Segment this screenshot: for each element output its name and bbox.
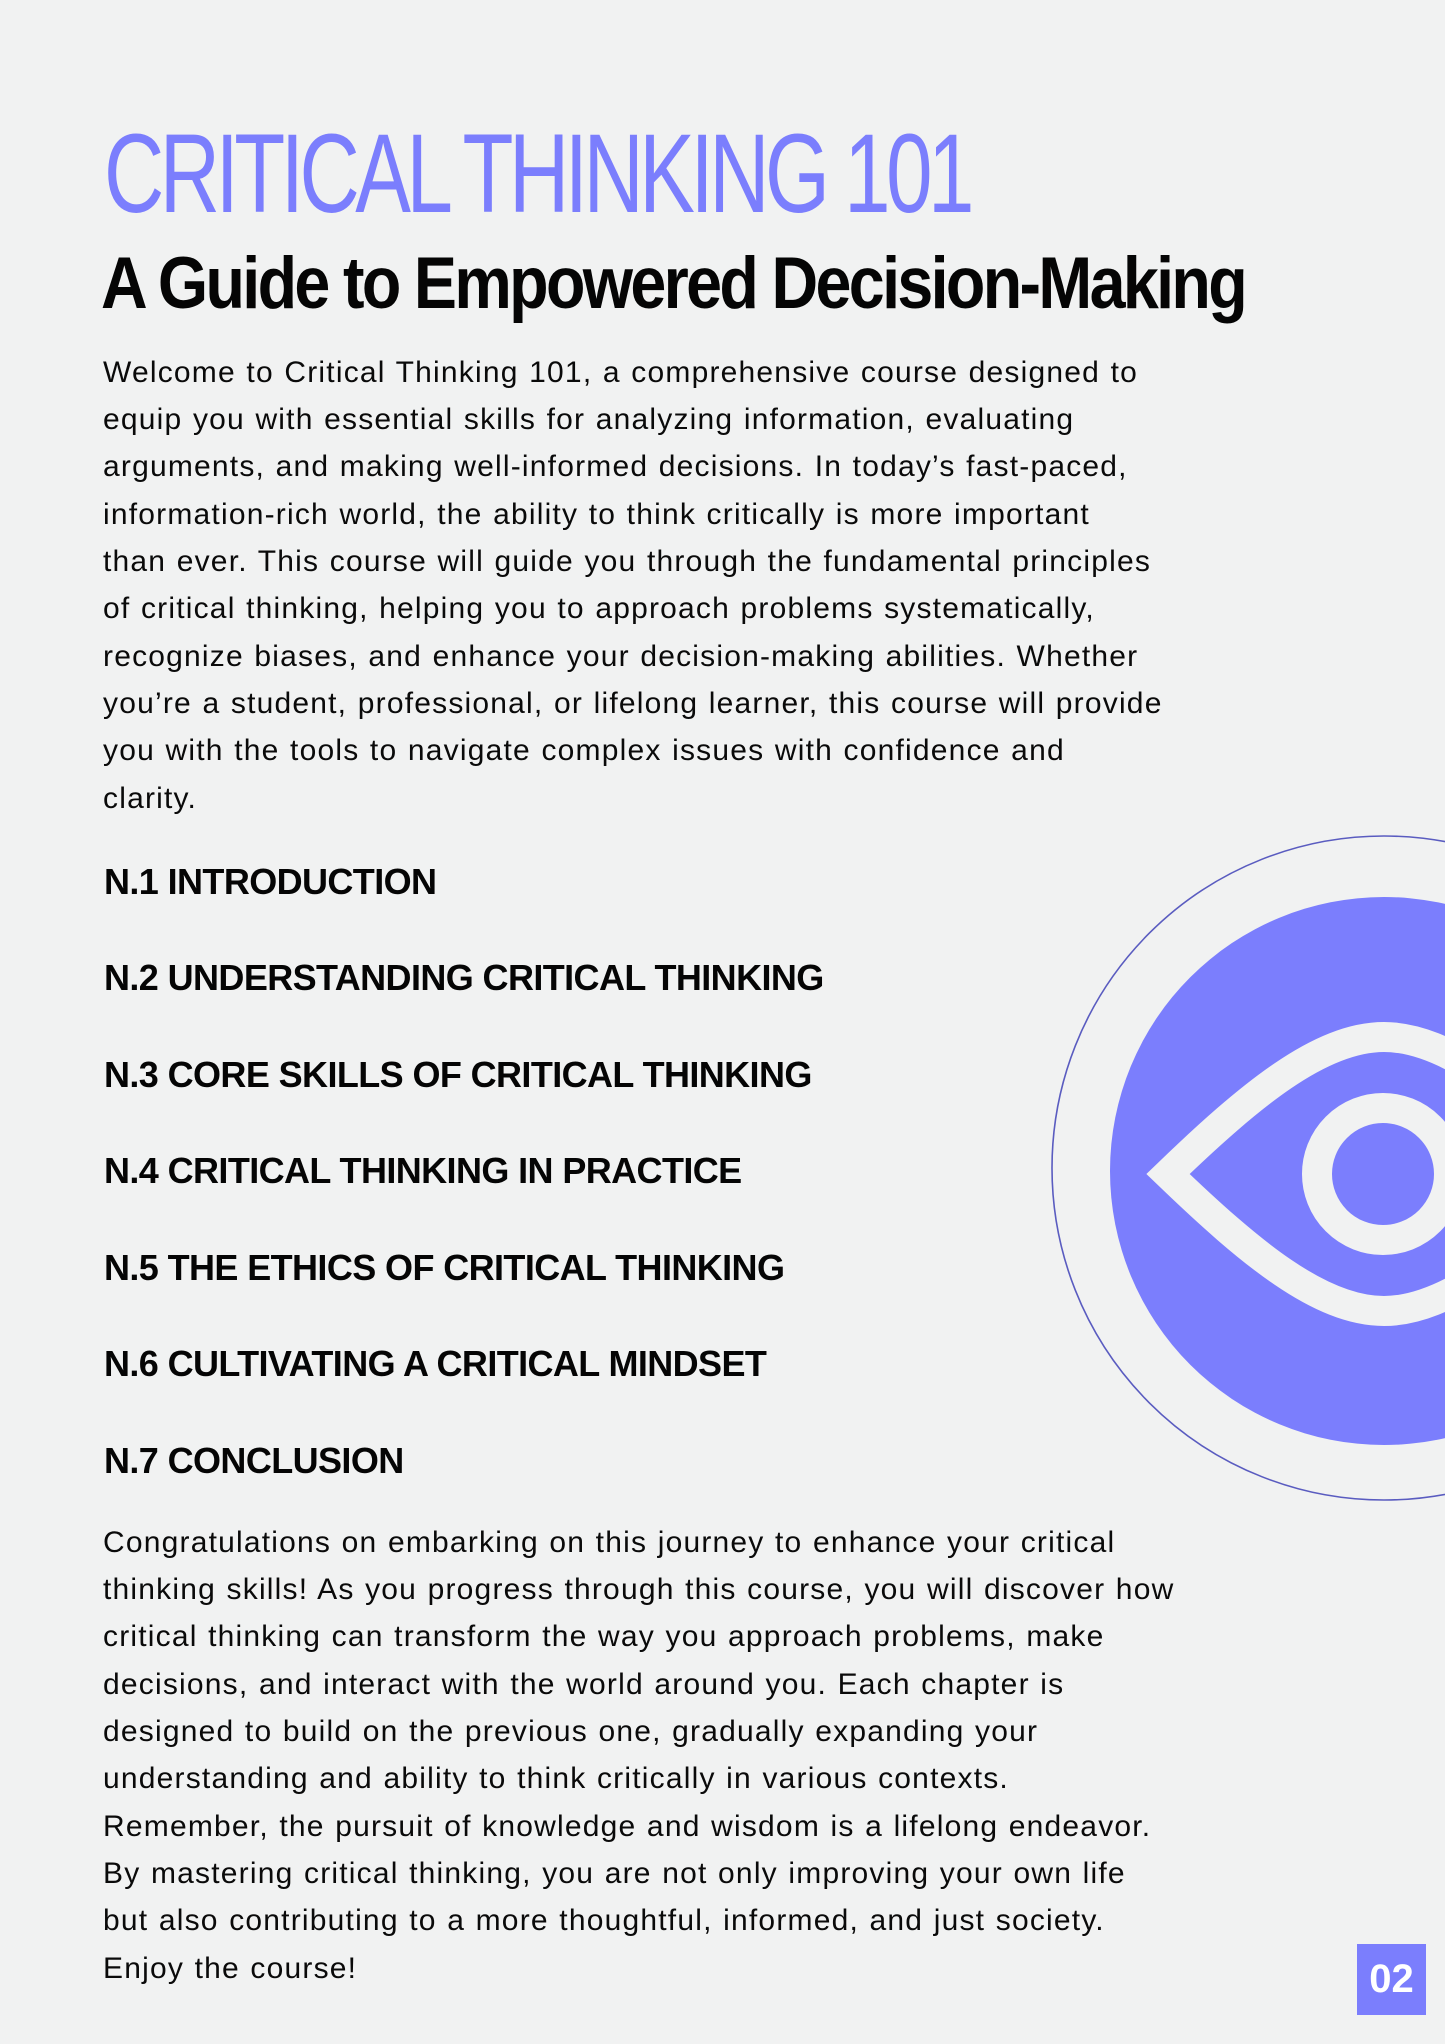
closing-line: By mastering critical thinking, you are not only improving your own life <box>103 1857 1126 1890</box>
closing-line: critical thinking can transform the way you approach problems, make <box>103 1620 1105 1653</box>
toc-item-understanding[interactable]: N.2 UNDERSTANDING CRITICAL THINKING <box>104 957 824 998</box>
intro-line: clarity. <box>103 782 198 815</box>
intro-line: arguments, and making well-informed decisions. In today’s fast-paced, <box>103 450 1128 483</box>
closing-line: understanding and ability to think critically in various contexts. <box>103 1762 1009 1795</box>
closing-line: designed to build on the previous one, gradually expanding your <box>103 1715 1039 1748</box>
toc-item-introduction[interactable]: N.1 INTRODUCTION <box>104 861 437 902</box>
page-title: CRITICAL THINKING 101 <box>104 111 970 236</box>
closing-line: decisions, and interact with the world around you. Each chapter is <box>103 1668 1065 1701</box>
page-subtitle: A Guide to Empowered Decision-Making <box>101 243 1246 324</box>
intro-line: than ever. This course will guide you through the fundamental principles <box>103 545 1152 578</box>
intro-line: of critical thinking, helping you to approach problems systematically, <box>103 592 1095 625</box>
intro-line: information-rich world, the ability to think critically is more important <box>103 498 1090 531</box>
closing-line: but also contributing to a more thoughtful, informed, and just society. <box>103 1904 1105 1937</box>
intro-line: equip you with essential skills for analyzing information, evaluating <box>103 403 1075 436</box>
intro-line: Welcome to Critical Thinking 101, a comprehensive course designed to <box>103 356 1138 389</box>
closing-line: thinking skills! As you progress through this course, you will discover how <box>103 1573 1175 1606</box>
page-number-badge: 02 <box>1357 1944 1426 2015</box>
eye-icon <box>1040 826 1445 1516</box>
closing-line: Remember, the pursuit of knowledge and wisdom is a lifelong endeavor. <box>103 1810 1152 1843</box>
eye-graphic <box>1040 826 1445 1516</box>
closing-line: Enjoy the course! <box>103 1952 358 1985</box>
intro-line: you with the tools to navigate complex issues with confidence and <box>103 734 1065 767</box>
toc-item-mindset[interactable]: N.6 CULTIVATING A CRITICAL MINDSET <box>104 1343 767 1384</box>
toc-item-core-skills[interactable]: N.3 CORE SKILLS OF CRITICAL THINKING <box>104 1054 812 1095</box>
closing-line: Congratulations on embarking on this journey to enhance your critical <box>103 1526 1116 1559</box>
intro-line: you’re a student, professional, or lifelong learner, this course will provide <box>103 687 1163 720</box>
intro-line: recognize biases, and enhance your decision-making abilities. Whether <box>103 640 1139 673</box>
toc-item-in-practice[interactable]: N.4 CRITICAL THINKING IN PRACTICE <box>104 1150 742 1191</box>
toc-item-ethics[interactable]: N.5 THE ETHICS OF CRITICAL THINKING <box>104 1247 785 1288</box>
toc-item-conclusion[interactable]: N.7 CONCLUSION <box>104 1440 404 1481</box>
